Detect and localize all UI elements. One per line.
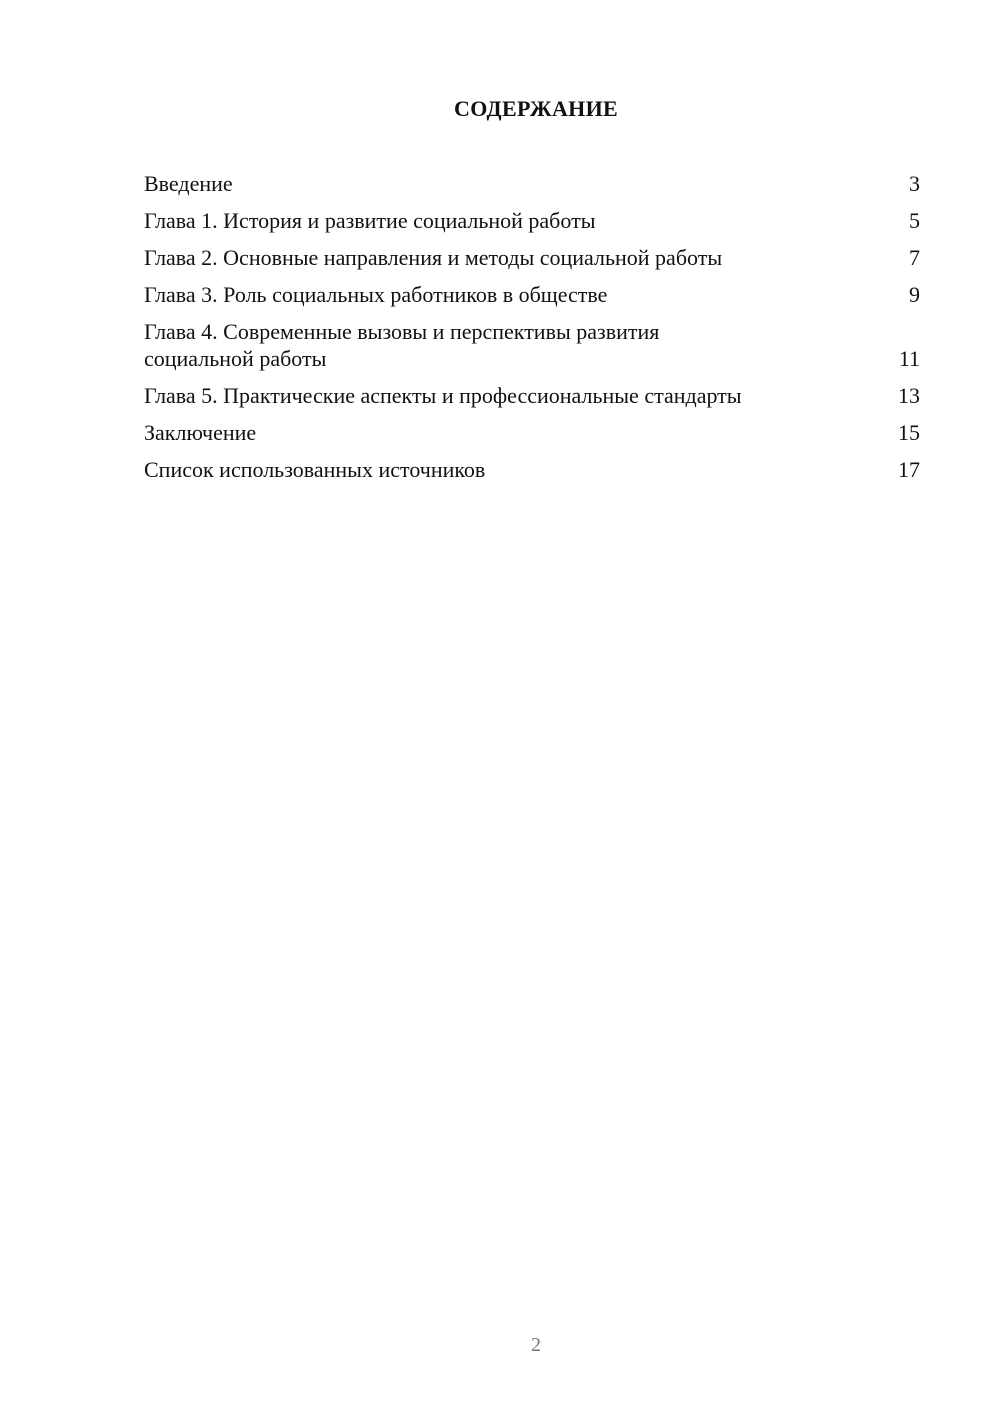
- toc-entry-chapter-1: [144, 207, 920, 234]
- toc-entry-page: 17: [898, 457, 920, 482]
- toc-entry-conclusion: [144, 419, 920, 446]
- toc-entry-chapter-4: [144, 318, 920, 372]
- toc-entry-label: Глава 4. Современные вызовы и перспективы развития социальной работы: [144, 319, 660, 371]
- toc-entry-label: Глава 3. Роль социальных работников в обществе: [144, 282, 608, 307]
- toc-entry-references: [144, 456, 920, 483]
- toc-entry-page: 11: [898, 346, 920, 371]
- table-of-contents: [144, 170, 920, 493]
- toc-entry-page: 9: [909, 282, 920, 307]
- toc-title: СОДЕРЖАНИЕ: [454, 96, 618, 121]
- toc-entry-page: 3: [909, 171, 920, 196]
- toc-entry-chapter-5: [144, 382, 920, 409]
- page-number: 2: [531, 1334, 541, 1356]
- toc-entry-page: 13: [898, 383, 920, 408]
- toc-entry-chapter-2: [144, 244, 920, 271]
- toc-entry-label: Глава 1. История и развитие социальной работы: [144, 208, 596, 233]
- toc-entry-page: 15: [898, 420, 920, 445]
- toc-entry-label: Введение: [144, 171, 233, 196]
- toc-entry-page: 7: [909, 245, 920, 270]
- toc-entry-introduction: [144, 170, 920, 197]
- toc-entry-label: Глава 2. Основные направления и методы социальной работы: [144, 245, 723, 270]
- toc-entry-label: Список использованных источников: [144, 457, 486, 482]
- toc-entry-label: Заключение: [144, 420, 257, 445]
- toc-entry-label: Глава 5. Практические аспекты и профессиональные стандарты: [144, 383, 742, 408]
- toc-entry-page: 5: [909, 208, 920, 233]
- toc-entry-chapter-3: [144, 281, 920, 308]
